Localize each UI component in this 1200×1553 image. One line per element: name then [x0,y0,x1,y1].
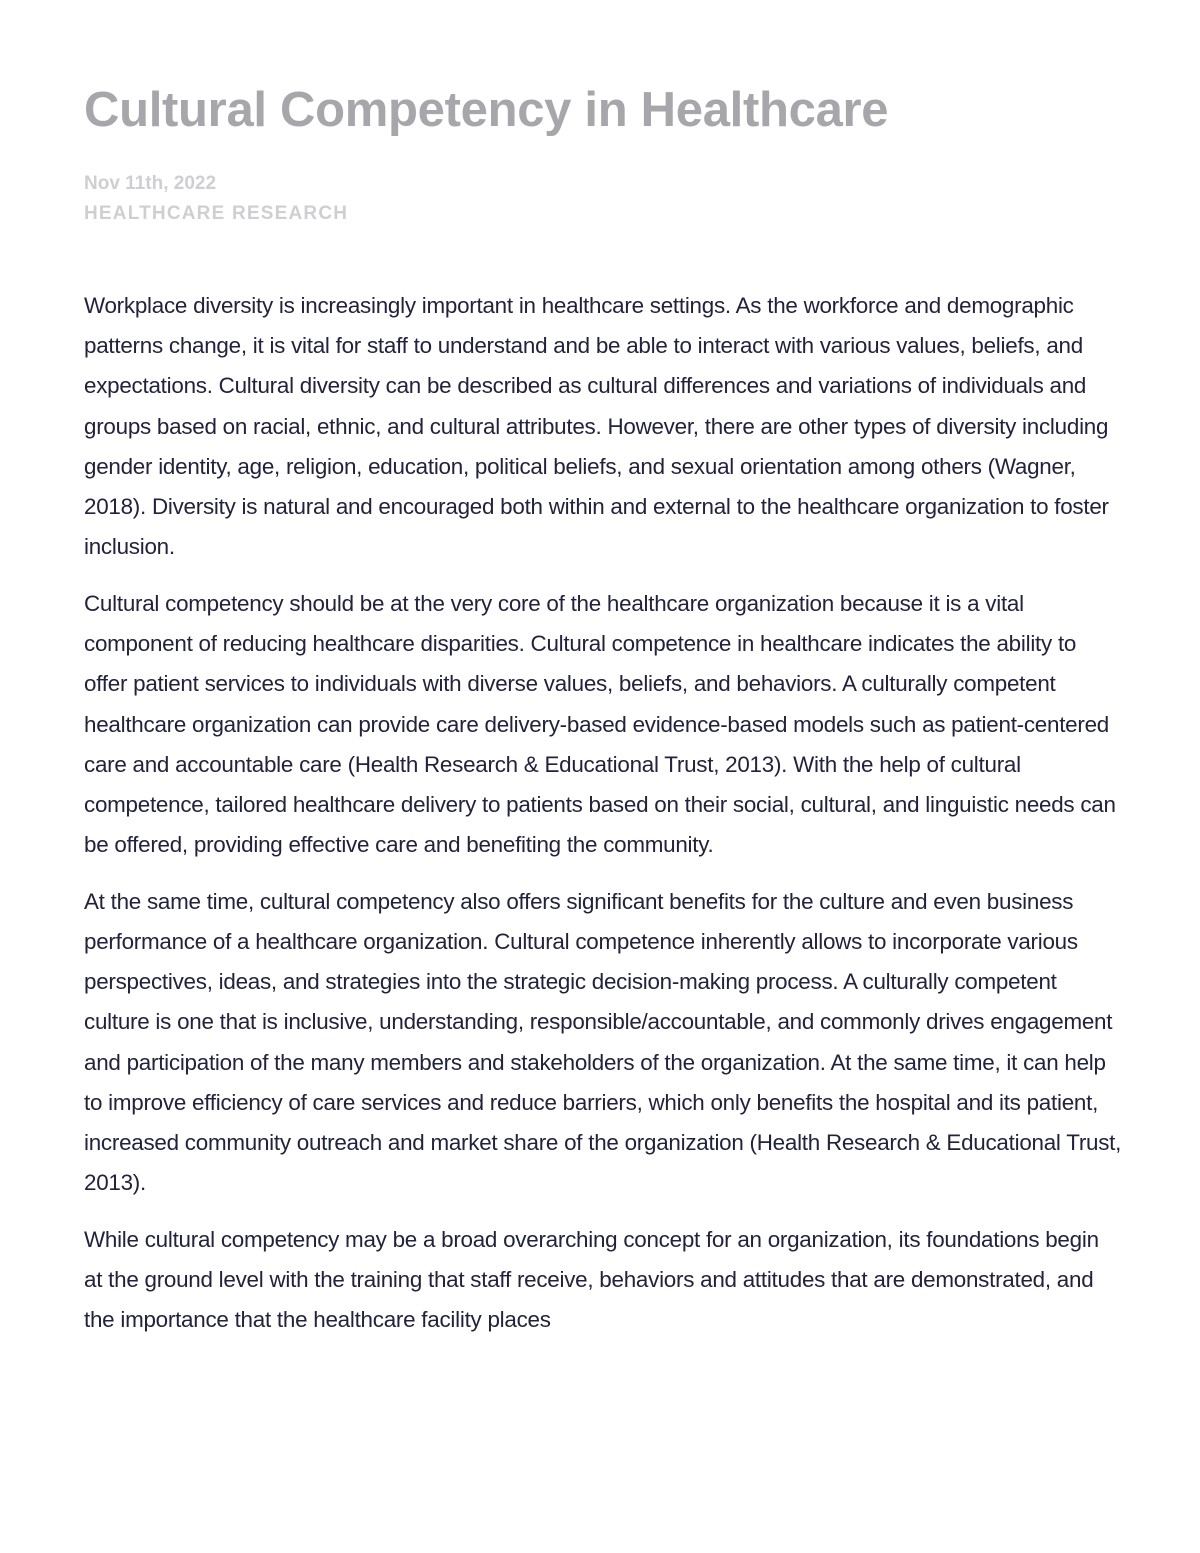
publish-date: Nov 11th, 2022 [84,173,217,194]
category-label: HEALTHCARE RESEARCH [84,203,349,224]
paragraph-2: Cultural competency should be at the very core of the healthcare organization because it is a vital component of reducing healthcare disparities. Cultural competence in healthcare indicates the ability to offer patient services to individuals with diverse values, beliefs, and behaviors. A culturally competent healthcare organization can provide care delivery-based evidence-based models such as patient-centered care and accountable care (Health Research & Educational Trust, 2013). With the help of cultural competence, tailored healthcare delivery to patients based on their social, cultural, and linguistic needs can be offered, providing effective care and benefiting the community. [84,590,1116,858]
paragraph-3: At the same time, cultural competency also offers significant benefits for the culture and even business performance of a healthcare organization. Cultural competence inherently allows to incorporate various perspectives, ideas, and strategies into the strategic decision-making process. A culturally competent culture is one that is inclusive, understanding, responsible/accountable, and commonly drives engagement and participation of the many members and stakeholders of the organization. At the same time, it can help to improve efficiency of care services and reduce barriers, which only benefits the hospital and its patient, increased community outreach and market share of the organization (Health Research & Educational Trust, 2013). [84,888,1122,1196]
article [84,78,1124,1357]
paragraph-4: While cultural competency may be a broad overarching concept for an organization, its foundations begin at the ground level with the training that staff receive, behaviors and attitudes that are demonstrated, and the importance that the healthcare facility places [84,1226,1099,1333]
article-meta [84,169,1124,229]
paragraph-1: Workplace diversity is increasingly important in healthcare settings. As the workforce and demographic patterns change, it is vital for staff to understand and be able to interact with various values, beliefs, and expectations. Cultural diversity can be described as cultural differences and variations of individuals and groups based on racial, ethnic, and cultural attributes. However, there are other types of diversity including gender identity, age, religion, education, political beliefs, and sexual orientation among others (Wagner, 2018). Diversity is natural and encouraged both within and external to the healthcare organization to foster inclusion. [84,293,1109,560]
page-title: Cultural Competency in Healthcare [84,83,889,137]
article-body [84,286,1122,1341]
